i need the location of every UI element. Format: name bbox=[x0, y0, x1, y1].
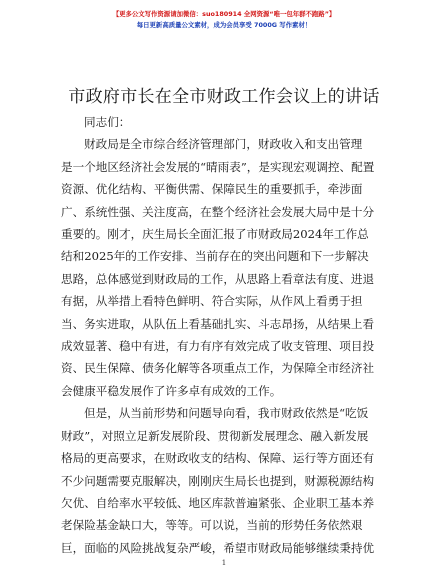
body-line: 财政局是全市综合经济管理部门，财政收入和支出管理 bbox=[84, 137, 363, 152]
body-line: 广、系统性强、关注度高，在整个经济社会发展大局中是十分 bbox=[61, 204, 375, 219]
body-line: 结和2025年的工作安排、当前存在的突出问题和下一步解决 bbox=[61, 249, 369, 264]
promo-banner bbox=[0, 9, 448, 31]
body-line: 但是，从当前形势和问题导向看，我市财政依然是“吃饭 bbox=[84, 406, 369, 421]
body-line: 财政”，对照立足新发展阶段、贯彻新发展理念、融入新发展 bbox=[61, 428, 369, 443]
body-line: 思路，总体感觉到财政局的工作，从思路上看章法有度、进退 bbox=[61, 271, 375, 286]
body-line: 当、务实进取，从队伍上看基础扎实、斗志昂扬，从结果上看 bbox=[61, 316, 375, 331]
body-line: 会健康平稳发展作了许多卓有成效的工作。 bbox=[61, 383, 282, 398]
document-title: 市政府市长在全市财政工作会议上的讲话 bbox=[68, 87, 380, 107]
page-number: 1 bbox=[221, 559, 227, 567]
document-body bbox=[61, 111, 389, 559]
body-line: 不少问题需要克服解决，刚刚庆生局长也提到，财源税源结构 bbox=[61, 473, 375, 488]
body-line: 有据，从举措上看特色鲜明、符合实际，从作风上看勇于担 bbox=[61, 294, 363, 309]
body-line: 欠优、自给率水平较低、地区库款普遍紧张、企业职工基本养 bbox=[61, 495, 375, 510]
body-line: 老保险基金缺口大，等等。可以说，当前的形势任务依然艰 bbox=[61, 518, 363, 533]
body-line: 资、民生保障、债务化解等各项重点工作，为保障全市经济社 bbox=[61, 361, 375, 376]
body-line: 格局的更高要求，在财政收支的结构、保障、运行等方面还有 bbox=[61, 451, 375, 466]
promo-line-membership: 每日更新高质量公文素材，成为会员享受 7000G 写作素材！ bbox=[136, 21, 312, 29]
body-line: 资源、优化结构、平衡供需、保障民生的重要抓手，牵涉面 bbox=[61, 182, 363, 197]
body-line: 巨，面临的风险挑战复杂严峻，希望市财政局能够继续秉持优 bbox=[61, 540, 375, 555]
salutation: 同志们： bbox=[84, 115, 131, 129]
promo-line-wechat: 【更多公文写作资源请加微信：suo180914 全网资源“唯一包年群不跑路”】 bbox=[112, 10, 336, 18]
body-line: 重要的。刚才，庆生局长全面汇报了市财政局2024年工作总 bbox=[61, 227, 369, 242]
body-line: 是一个地区经济社会发展的“晴雨表”，是实现宏观调控、配置 bbox=[61, 159, 375, 174]
body-line: 成效显著、稳中有进，有力有序有效完成了收支管理、项目投 bbox=[61, 339, 375, 354]
